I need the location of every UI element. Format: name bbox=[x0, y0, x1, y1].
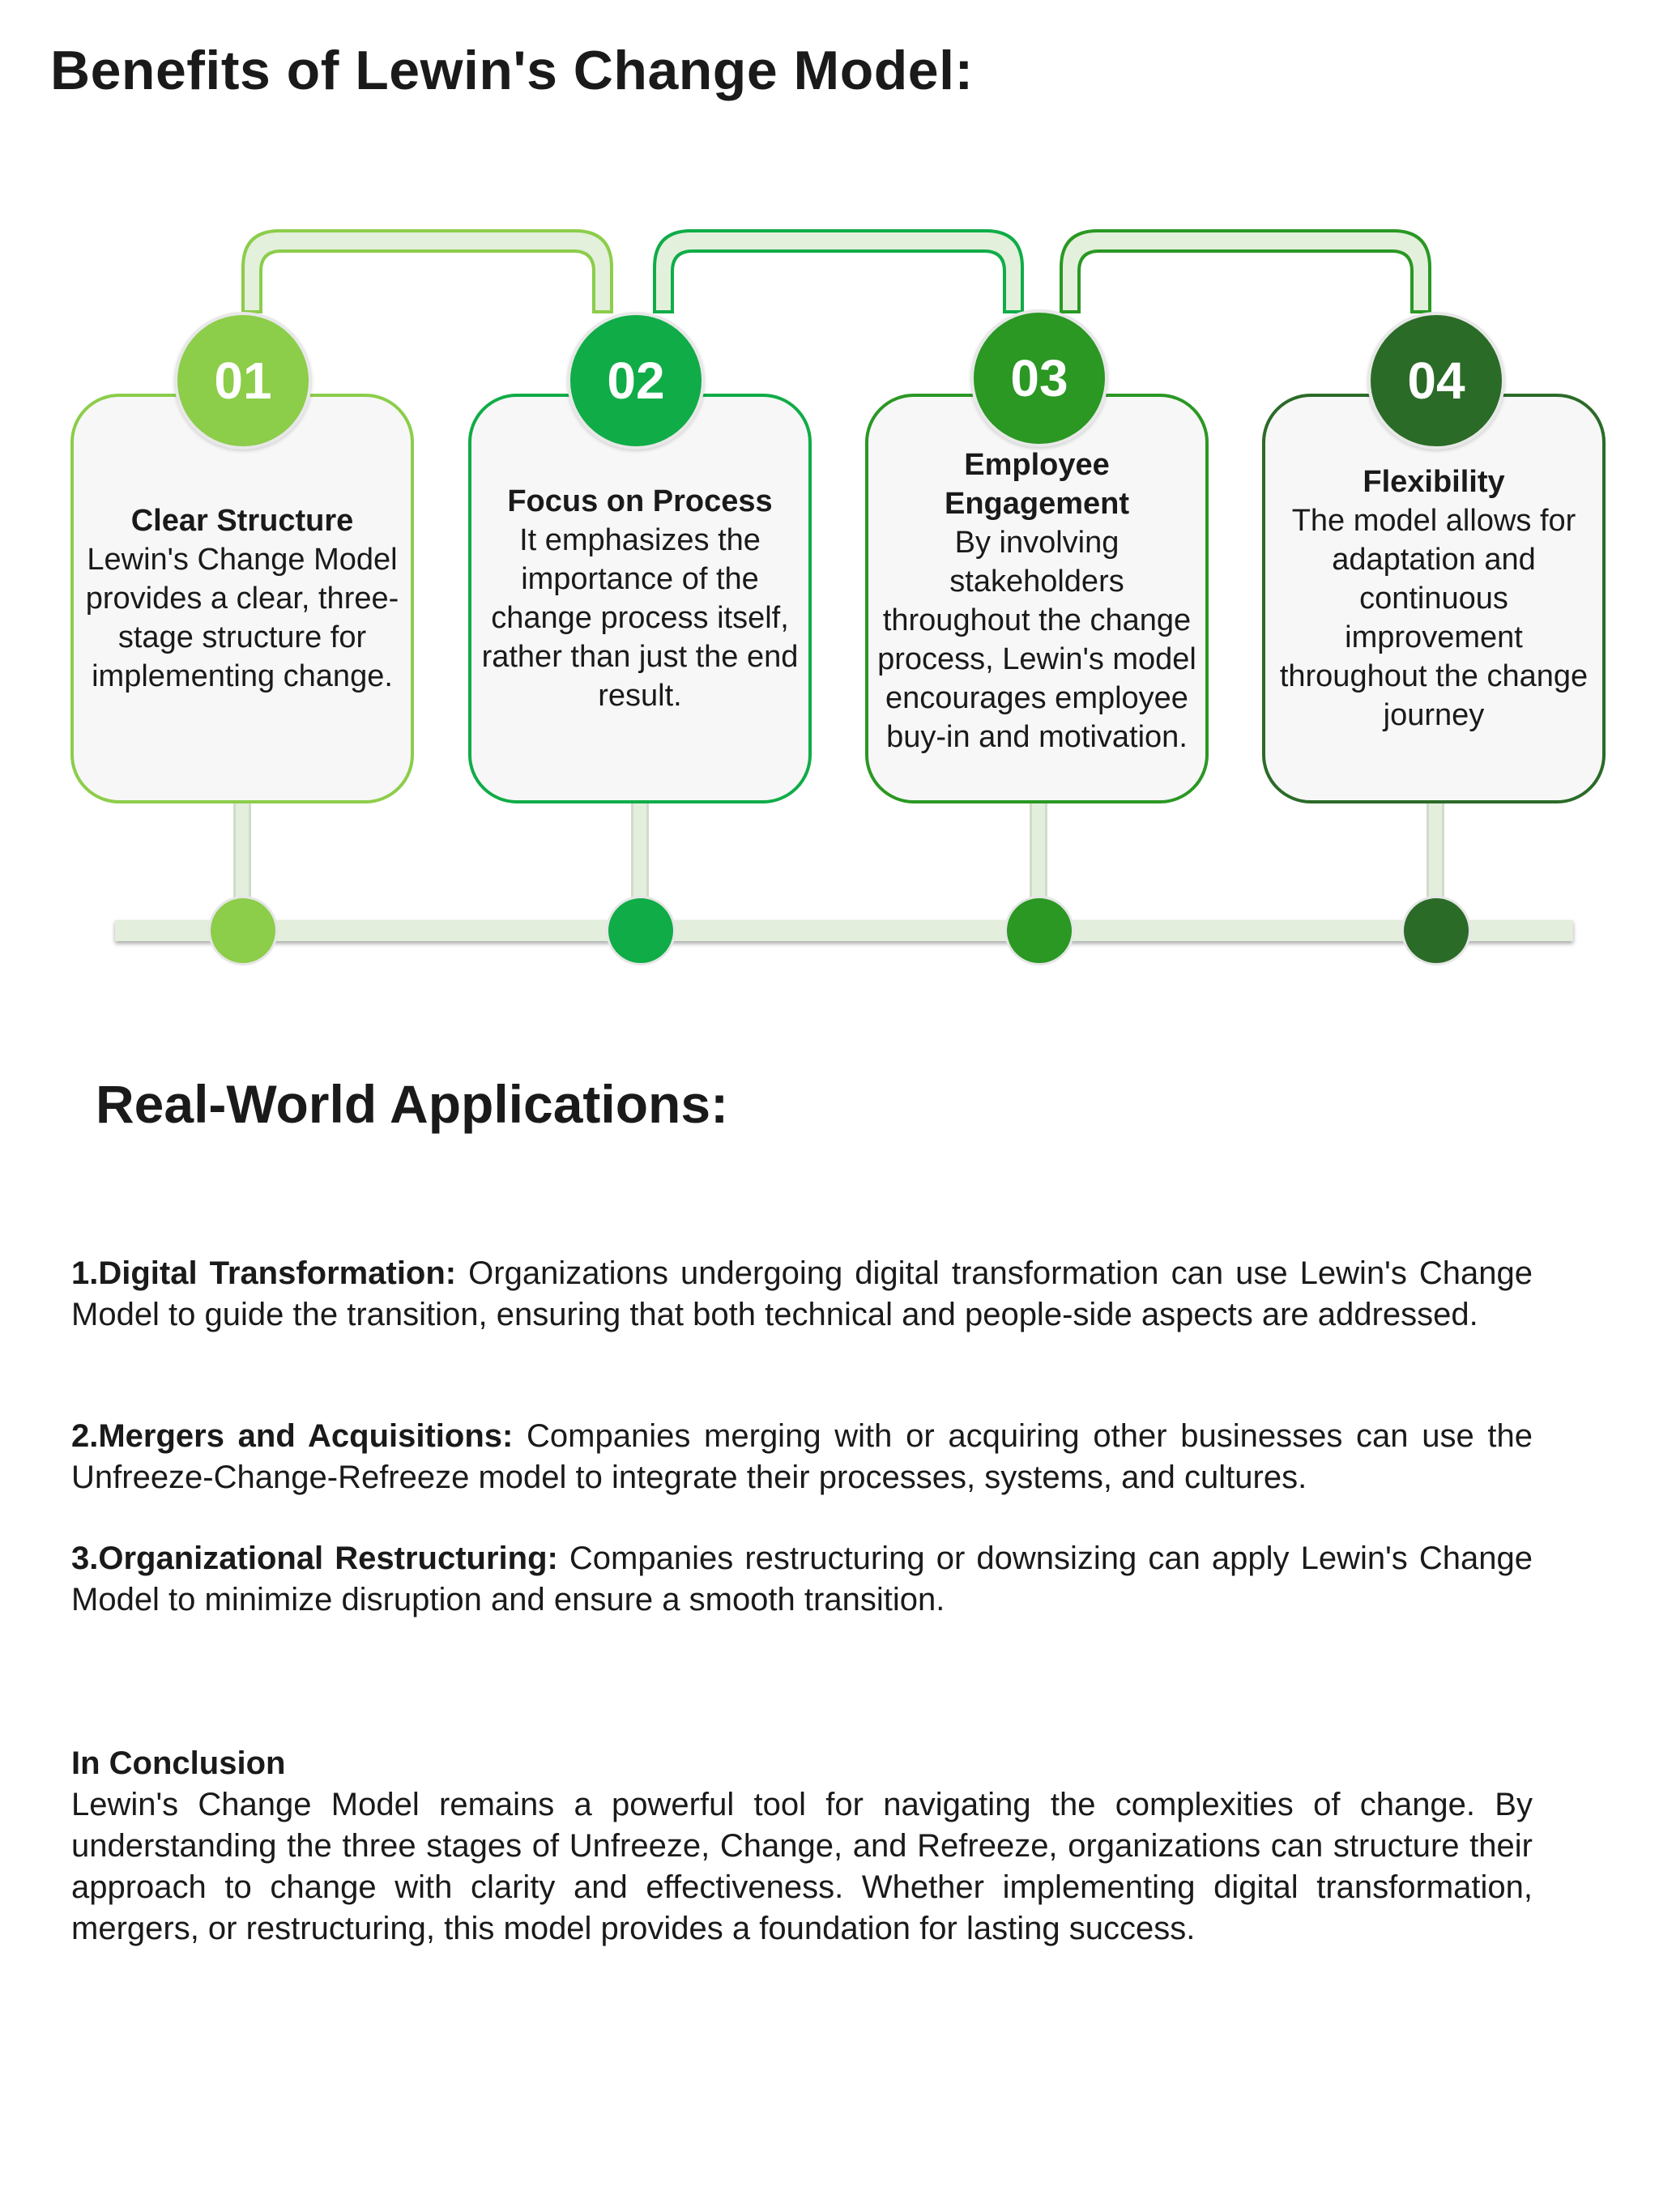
benefits-process-diagram bbox=[0, 202, 1659, 996]
connector-arc-3-4 bbox=[1061, 231, 1430, 312]
connector-arc-1-2 bbox=[243, 231, 612, 312]
benefit-title: Focus on Process bbox=[507, 484, 773, 518]
application-text: Organizations undergoing digital transformation can use Lewin's Change Model to guide the transition, ensuring that both technical and people-side aspects are addressed. bbox=[71, 1255, 1533, 1332]
application-item-2 bbox=[71, 1416, 1533, 1498]
benefit-title: Clear Structure bbox=[130, 504, 354, 538]
timeline-stem bbox=[1030, 803, 1047, 904]
application-text: Companies merging with or acquiring other businesses can use the Unfreeze-Change-Refreeze model to integrate their processes, systems, and cultures. bbox=[71, 1418, 1533, 1495]
application-text: Companies restructuring or downsizing can apply Lewin's Change Model to minimize disruption and ensure a smooth transition. bbox=[71, 1541, 1533, 1617]
timeline-stem bbox=[1427, 803, 1444, 904]
step-number-badge: 01 bbox=[174, 312, 312, 450]
benefit-title: Employee Engagement bbox=[944, 448, 1130, 521]
timeline-stem bbox=[631, 803, 649, 904]
section-title: Real-World Applications: bbox=[96, 1074, 729, 1134]
application-item-1 bbox=[71, 1253, 1533, 1336]
conclusion-section bbox=[71, 1743, 1533, 1950]
step-number-badge: 03 bbox=[970, 309, 1108, 447]
benefit-card-4 bbox=[1262, 394, 1606, 803]
benefit-title: Flexibility bbox=[1363, 465, 1505, 499]
timeline-dot bbox=[208, 896, 278, 965]
step-number-badge: 02 bbox=[567, 312, 705, 450]
benefit-card-3 bbox=[865, 394, 1209, 803]
benefit-description: Lewin's Change Model provides a clear, three-stage structure for implementing change. bbox=[85, 543, 399, 693]
application-label: 3.Organizational Restructuring: bbox=[71, 1541, 558, 1576]
benefit-description: By involving stakeholders throughout the change process, Lewin's model encourages employee buy-in and motivation. bbox=[877, 526, 1196, 754]
conclusion-heading: In Conclusion bbox=[71, 1745, 286, 1781]
benefit-card-1 bbox=[70, 394, 414, 803]
benefit-description: It emphasizes the importance of the change process itself, rather than just the end result. bbox=[481, 523, 799, 713]
timeline-dot bbox=[606, 896, 676, 965]
benefit-description: The model allows for adaptation and continuous improvement throughout the change journey bbox=[1279, 504, 1589, 732]
application-label: 1.Digital Transformation: bbox=[71, 1255, 457, 1291]
step-number-badge: 04 bbox=[1367, 312, 1505, 450]
conclusion-text: Lewin's Change Model remains a powerful tool for navigating the complexities of change. By understanding the three stages of Unfreeze, Change, and Refreeze, organizations can structure their approach to change with clarity and effectiveness. Whether implementing digital transformation, mergers, or restructuring, this model provides a foundation for lasting success. bbox=[71, 1787, 1533, 1946]
timeline-bar bbox=[115, 920, 1573, 941]
timeline-dot bbox=[1004, 896, 1074, 965]
benefit-card-2 bbox=[468, 394, 812, 803]
application-item-3 bbox=[71, 1538, 1533, 1621]
timeline-dot bbox=[1401, 896, 1471, 965]
application-label: 2.Mergers and Acquisitions: bbox=[71, 1418, 514, 1454]
connector-arc-2-3 bbox=[655, 231, 1022, 312]
timeline-stem bbox=[233, 803, 251, 904]
page-title: Benefits of Lewin's Change Model: bbox=[50, 40, 974, 101]
